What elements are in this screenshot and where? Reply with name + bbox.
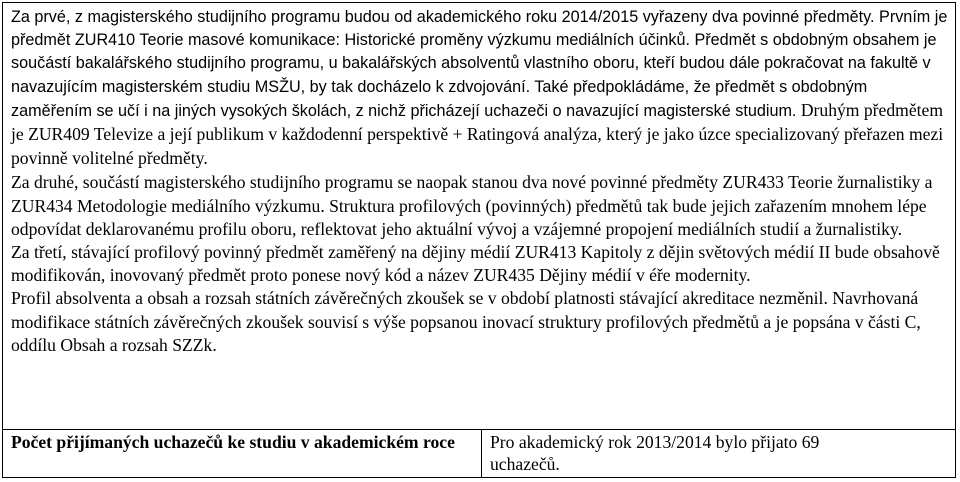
admissions-label: Počet přijímaných uchazečů ke studiu v akademickém roce xyxy=(3,430,482,477)
main-text-cell xyxy=(3,3,955,431)
paragraph-first-sans: Za prvé, z magisterského studijního programu budou od akademického roku 2014/2015 vyřazeny dva povinné předměty. Prvním je předmět ZUR410 Teorie masové komunikace: Historické proměny výzkumu mediálních účinků. Předmět s obdobným obsahem je součástí bakalářského studijního programu, u bakalářských absolventů vlastního oboru, kteří budou dále pokračovat na fakultě v navazujícím magisterském studiu MSŽU, by tak docházelo k zdvojování. Také předpokládáme, že předmět s obdobným zaměřením se učí i na jiných vysokých školách, z nichž přicházejí uchazeči o navazující magisterské studium. xyxy=(11,8,948,120)
admissions-value-cell xyxy=(482,430,955,477)
document-table xyxy=(2,2,956,478)
paragraph-third: Za třetí, stávající profilový povinný předmět zaměřený na dějiny médií ZUR413 Kapitoly z dějin světových médií II bude obsahově modifikován, inovovaný předmět proto ponese nový kód a název ZUR435 Dějiny médií v éře modernity. xyxy=(11,242,940,286)
admissions-value: Pro akademický rok 2013/2014 bylo přijato 69 uchazečů. xyxy=(490,432,820,474)
paragraph-second: Za druhé, součástí magisterského studijního programu se naopak stanou dva nové povinné předměty ZUR433 Teorie žurnalistiky a ZUR434 Metodologie mediálního výzkumu. Struktura profilových (povinných) předmětů tak bude jejich zařazením mnohem lépe odpovídat deklarovanému profilu oboru, reflektovat jeho aktuální vývoj a vzájemné propojení mediálních studií a žurnalistiky. xyxy=(11,172,933,239)
paragraph-first xyxy=(11,6,949,171)
paragraph-first-serif: Druhým předmětem je ZUR409 Televize a její publikum v každodenní perspektivě + Ratingová analýza, který je jako úzce specializovaný přeřazen mezi povinně volitelné předměty. xyxy=(11,99,944,169)
paragraph-fourth: Profil absolventa a obsah a rozsah státních závěrečných zkoušek se v období platnosti stávající akreditace nezměnil. Navrhovaná modifikace státních závěrečných zkoušek souvisí s výše popsanou inovací struktury profilových předmětů a je popsána v části C, oddílu Obsah a rozsah SZZk. xyxy=(11,288,921,355)
admissions-row xyxy=(3,429,955,477)
